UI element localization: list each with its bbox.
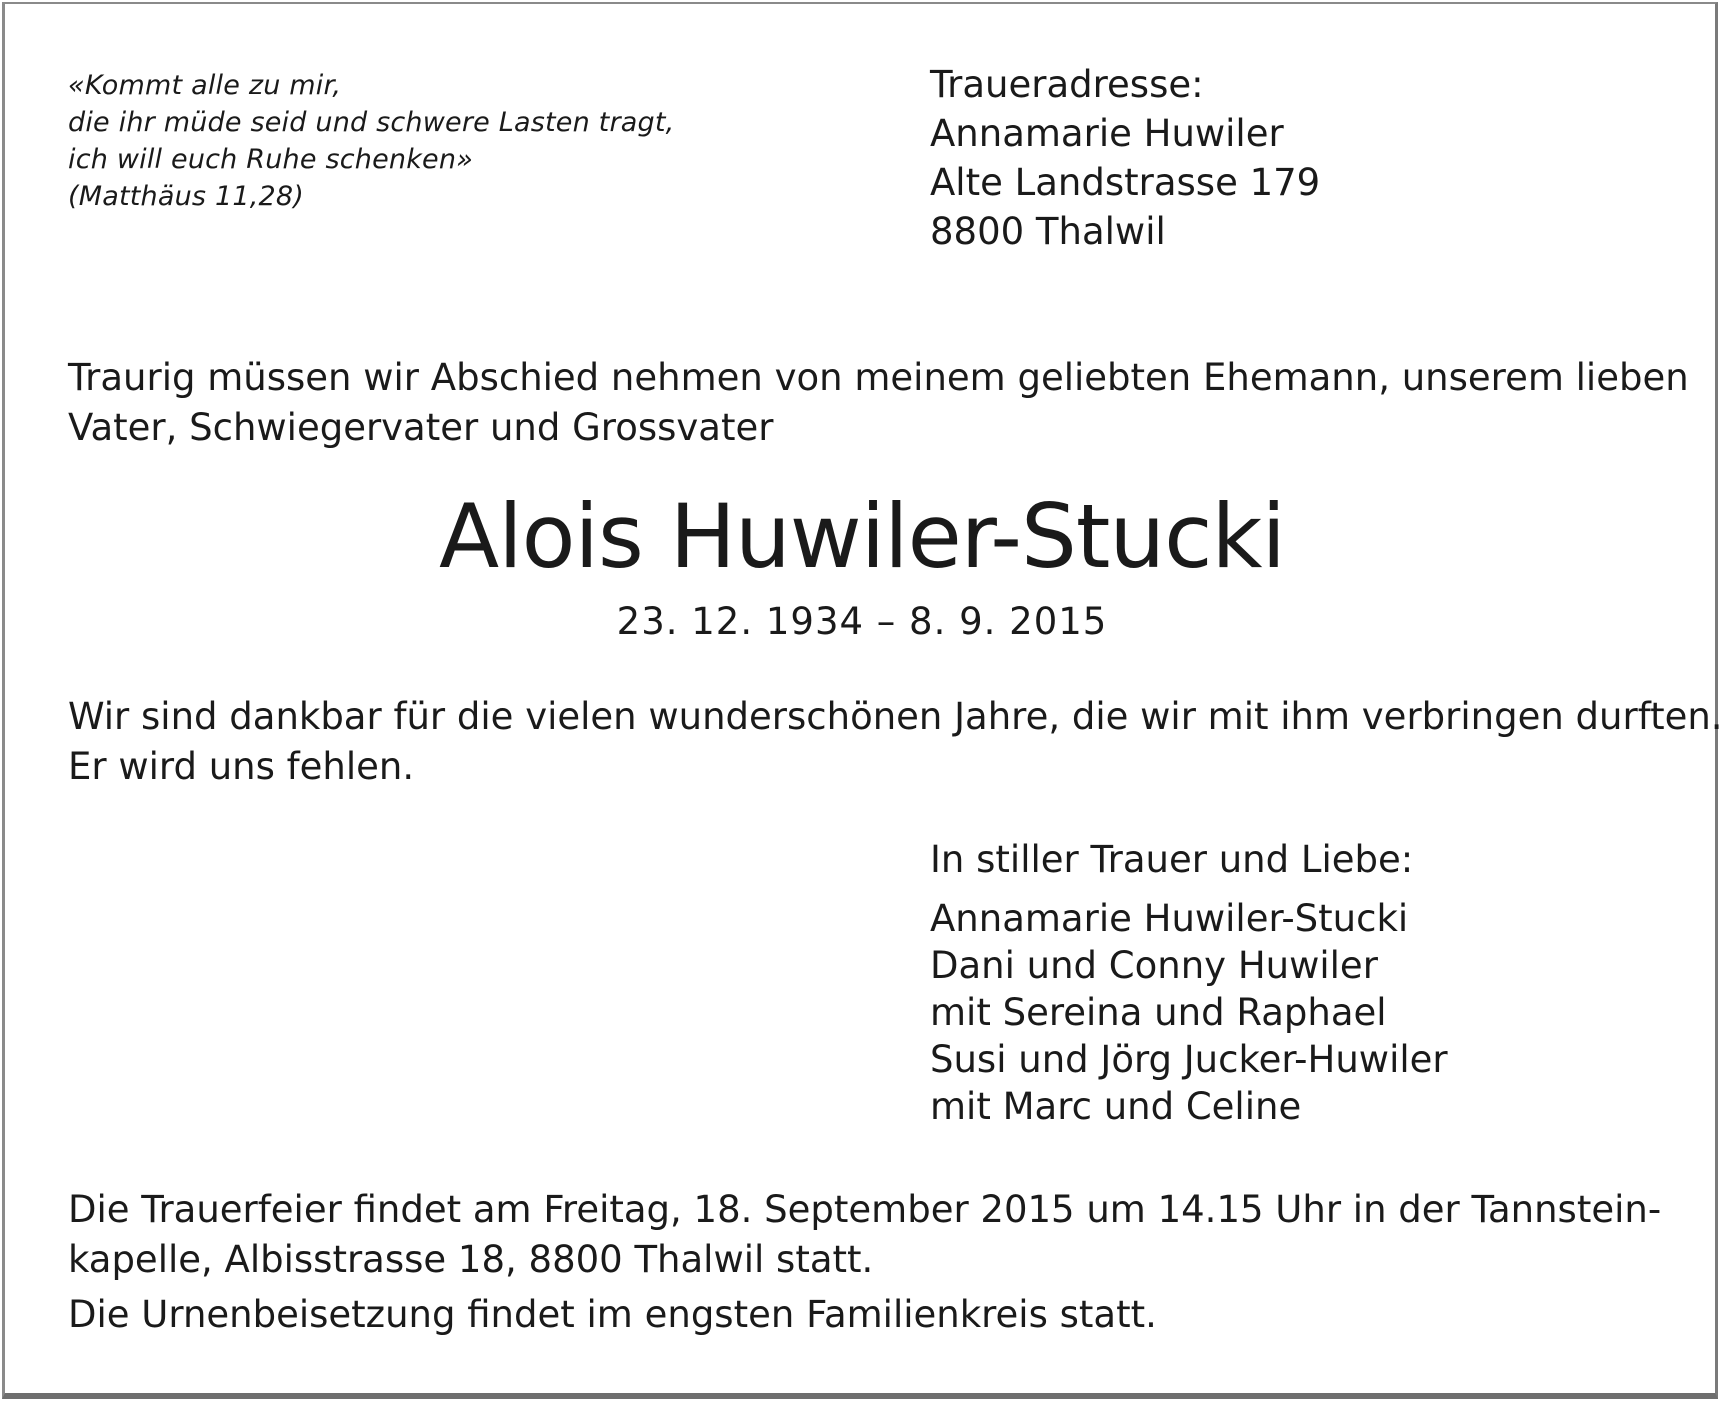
thanks-text [68, 692, 1723, 792]
quote-line: die ihr müde seid und schwere Lasten tragt, [68, 107, 675, 138]
deceased-name: Alois Huwiler-Stucki [439, 485, 1285, 588]
intro-line: Vater, Schwiegervater und Grossvater [68, 406, 774, 449]
mourner-name: Dani und Conny Huwiler [930, 944, 1378, 987]
intro-text [68, 353, 1689, 453]
intro-line: Traurig müssen wir Abschied nehmen von meinem geliebten Ehemann, unserem lieben [68, 356, 1689, 399]
mourners-list [930, 895, 1448, 1130]
address-name: Annamarie Huwiler [930, 112, 1284, 155]
mourners-title: In stiller Trauer und Liebe: [930, 838, 1414, 881]
quote-line: «Kommt alle zu mir, [68, 70, 342, 101]
address-city: 8800 Thalwil [930, 210, 1166, 253]
address-street: Alte Landstrasse 179 [930, 161, 1321, 204]
quote-line: ich will euch Ruhe schenken» [68, 144, 474, 175]
mourner-name: Annamarie Huwiler-Stucki [930, 897, 1409, 940]
thanks-line: Er wird uns fehlen. [68, 745, 415, 788]
address-label: Traueradresse: [930, 63, 1204, 106]
mourning-address [930, 60, 1320, 256]
thanks-line: Wir sind dankbar für die vielen wunderschönen Jahre, die wir mit ihm verbringen durften. [68, 695, 1723, 738]
urn-burial-text: Die Urnenbeisetzung findet im engsten Familienkreis statt. [68, 1293, 1157, 1336]
bible-quote [68, 67, 674, 215]
mourner-name: mit Marc und Celine [930, 1085, 1302, 1128]
funeral-service-text [68, 1185, 1662, 1285]
service-line: Die Trauerfeier findet am Freitag, 18. September 2015 um 14.15 Uhr in der Tannstein- [68, 1188, 1662, 1231]
mourner-name: mit Sereina und Raphael [930, 991, 1387, 1034]
service-line: kapelle, Albisstrasse 18, 8800 Thalwil statt. [68, 1238, 874, 1281]
quote-reference: (Matthäus 11,28) [68, 181, 304, 212]
life-dates: 23. 12. 1934 – 8. 9. 2015 [616, 600, 1108, 643]
mourner-name: Susi und Jörg Jucker-Huwiler [930, 1038, 1448, 1081]
